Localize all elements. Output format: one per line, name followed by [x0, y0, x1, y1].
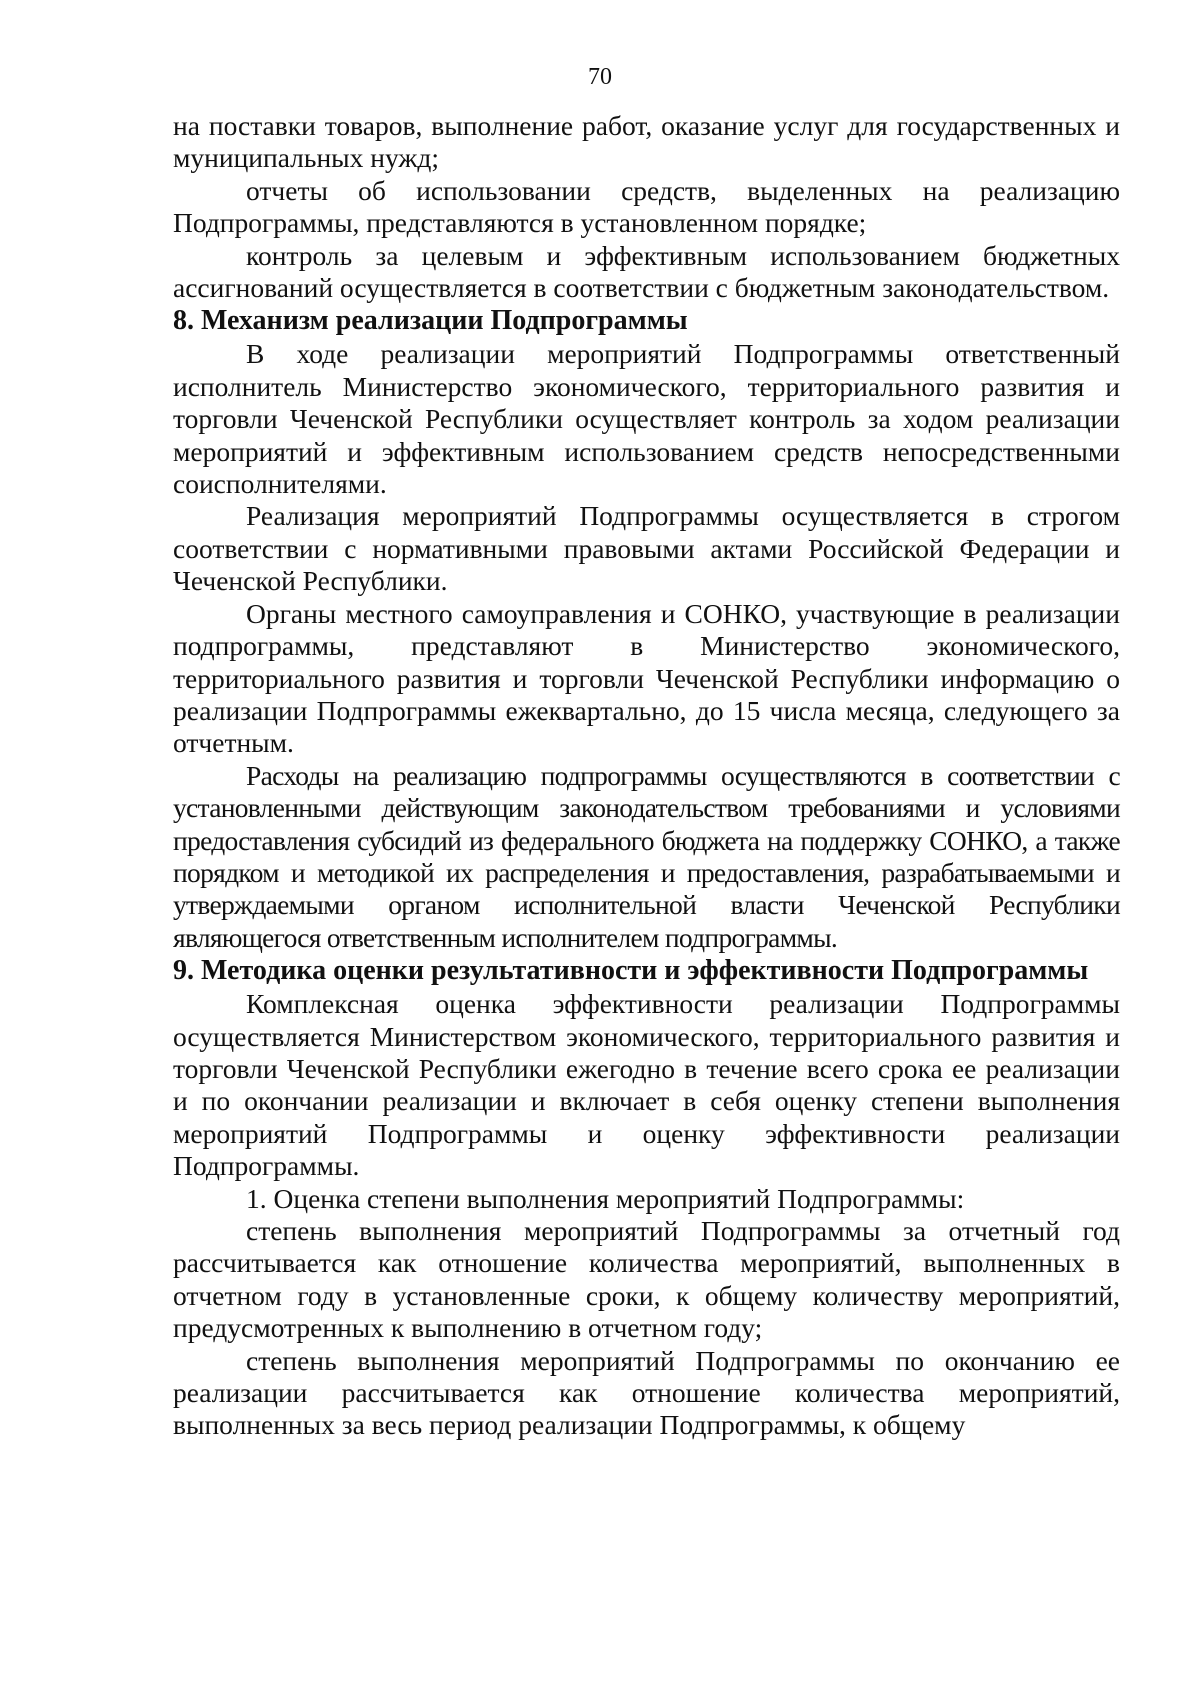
- page-body: [173, 110, 1120, 1442]
- paragraph: Реализация мероприятий Подпрограммы осуществляется в строгом соответствии с нормативными правовыми актами Российской Федерации и Чеченской Республики.: [173, 500, 1120, 597]
- section-heading-8: 8. Механизм реализации Подпрограммы: [173, 305, 688, 337]
- paragraph: степень выполнения мероприятий Подпрограммы за отчетный год рассчитывается как отношение количества мероприятий, выполненных в отчетном году в установленные сроки, к общему количеству мероприятий, предусмотренных к выполнению в отчетном году;: [173, 1215, 1120, 1344]
- paragraph: отчеты об использовании средств, выделенных на реализацию Подпрограммы, представляются в установленном порядке;: [173, 174, 1120, 239]
- paragraph: Комплексная оценка эффективности реализации Подпрограммы осуществляется Министерством экономического, территориального развития и торговли Чеченской Республики ежегодно в течение всего срока ее реализации и по окончании реализации и включает в себя оценку степени выполнения мероприятий Подпрограммы и оценку эффективности реализации Подпрограммы.: [173, 988, 1120, 1182]
- paragraph: 1. Оценка степени выполнения мероприятий Подпрограммы:: [246, 1182, 965, 1214]
- section-heading-9: 9. Методика оценки результативности и эффективности Подпрограммы: [173, 955, 1089, 987]
- paragraph-continuation: на поставки товаров, выполнение работ, оказание услуг для государственных и муниципальных нужд;: [173, 110, 1120, 174]
- page-number: 70: [588, 64, 612, 90]
- paragraph: контроль за целевым и эффективным использованием бюджетных ассигнований осуществляется в соответствии с бюджетным законодательством.: [173, 239, 1120, 304]
- paragraph: В ходе реализации мероприятий Подпрограммы ответственный исполнитель Министерство экономического, территориального развития и торговли Чеченской Республики осуществляет контроль за ходом реализации мероприятий и эффективным использованием средств непосредственными соисполнителями.: [173, 338, 1120, 500]
- paragraph: Расходы на реализацию подпрограммы осуществляются в соответствии с установленными действующим законодательством требованиями и условиями предоставления субсидий из федерального бюджета на поддержку СОНКО, а также порядком и методикой их распределения и предоставления, разрабатываемыми и утверждаемыми органом исполнительной власти Чеченской Республики являющегося ответственным исполнителем подпрограммы.: [173, 759, 1120, 953]
- paragraph: степень выполнения мероприятий Подпрограммы по окончанию ее реализации рассчитывается как отношение количества мероприятий, выполненных за весь период реализации Подпрограммы, к общему: [173, 1344, 1120, 1441]
- paragraph: Органы местного самоуправления и СОНКО, участвующие в реализации подпрограммы, представляют в Министерство экономического, территориального развития и торговли Чеченской Республики информацию о реализации Подпрограммы ежеквартально, до 15 числа месяца, следующего за отчетным.: [173, 597, 1120, 759]
